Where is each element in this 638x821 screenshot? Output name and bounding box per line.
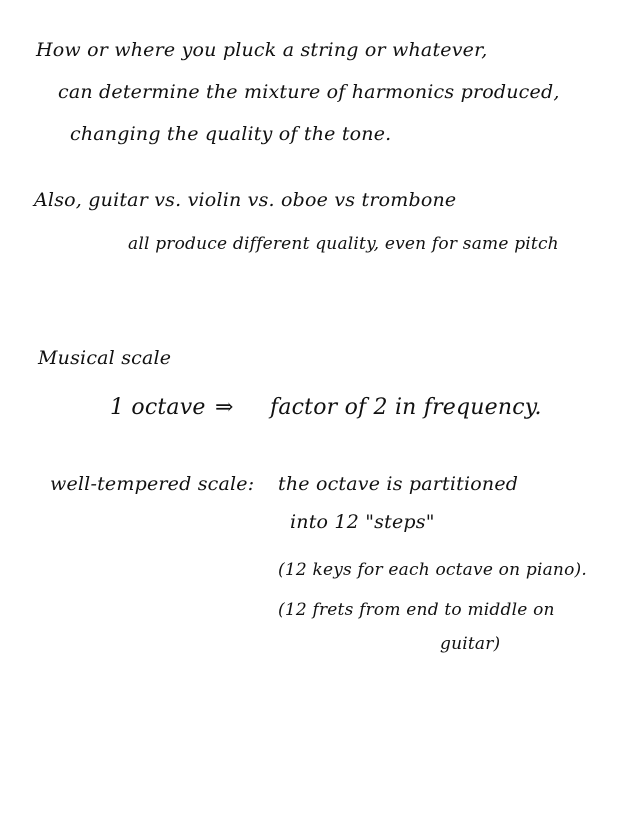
octave-label: 1 octave — [110, 395, 206, 420]
section-heading: Musical scale — [38, 347, 172, 369]
well-tempered-label: well-tempered scale: — [50, 473, 255, 495]
note-line: into 12 "steps" — [290, 511, 435, 533]
note-line: Also, guitar vs. violin vs. oboe vs trombone — [34, 189, 457, 211]
note-line: changing the quality of the tone. — [70, 123, 392, 145]
octave-definition: factor of 2 in frequency. — [270, 395, 542, 420]
guitar-note: (12 frets from end to middle on — [278, 600, 555, 620]
note-line: can determine the mixture of harmonics produced, — [58, 81, 560, 103]
piano-note: (12 keys for each octave on piano). — [278, 560, 587, 580]
note-line: all produce different quality, even for same pitch — [128, 234, 559, 254]
note-line: How or where you pluck a string or whatever, — [36, 39, 488, 61]
implies-arrow: ⇒ — [215, 395, 234, 420]
guitar-note: guitar) — [440, 634, 501, 654]
note-line: the octave is partitioned — [278, 473, 519, 495]
